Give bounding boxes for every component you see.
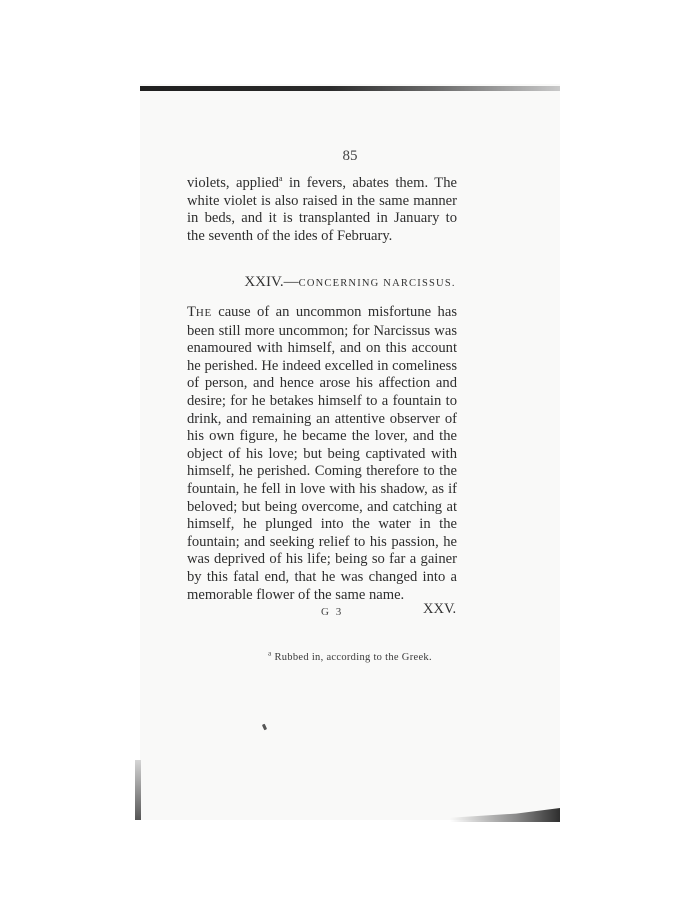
section-numeral: XXIV.—: [244, 274, 299, 290]
footnote-marker: a: [268, 649, 272, 658]
top-paragraph-rest: in fevers, abates them. The white violet is also raised in the same manner in beds, and it is transplanted in January to the seventh of the ides of February.: [187, 175, 457, 244]
lead-small-caps: HE: [195, 307, 212, 319]
scan-top-edge: [140, 86, 560, 91]
main-paragraph: [187, 304, 457, 604]
footnote-text: Rubbed in, according to the Greek.: [271, 652, 432, 663]
section-title: CONCERNING NARCISSUS.: [298, 278, 456, 289]
signature-mark: G 3: [321, 606, 344, 618]
footnote: [0, 649, 700, 663]
lead-capital: T: [187, 304, 196, 320]
lead-word: [187, 304, 212, 320]
catchword: XXV.: [423, 601, 457, 617]
top-paragraph: [187, 175, 457, 245]
footnote-reference: a: [278, 174, 283, 184]
main-paragraph-body: cause of an uncommon misfortune has been still more uncommon; for Narcissus was enamoured with himself, and on this account he perished. He indeed excelled in comeliness of person, and hence arose his affection and desire; for he betakes himself to a fountain to drink, and remaining an attentive observer of his own figure, he became the lover, and the object of his love; but being captivated with himself, he perished. Coming therefore to the fountain, he fell in love with his shadow, as if beloved; but being overcome, and catching at himself, he plunged into the water in the fountain; and seeking relief to his passion, he was deprived of his life; being so far a gainer by this fatal end, that he was changed into a memorable flower of the same name.: [187, 304, 457, 603]
top-paragraph-start: violets, applied: [187, 175, 279, 191]
section-heading: [0, 274, 700, 291]
scan-left-edge-shadow: [135, 760, 141, 820]
page-number: 85: [342, 148, 358, 164]
